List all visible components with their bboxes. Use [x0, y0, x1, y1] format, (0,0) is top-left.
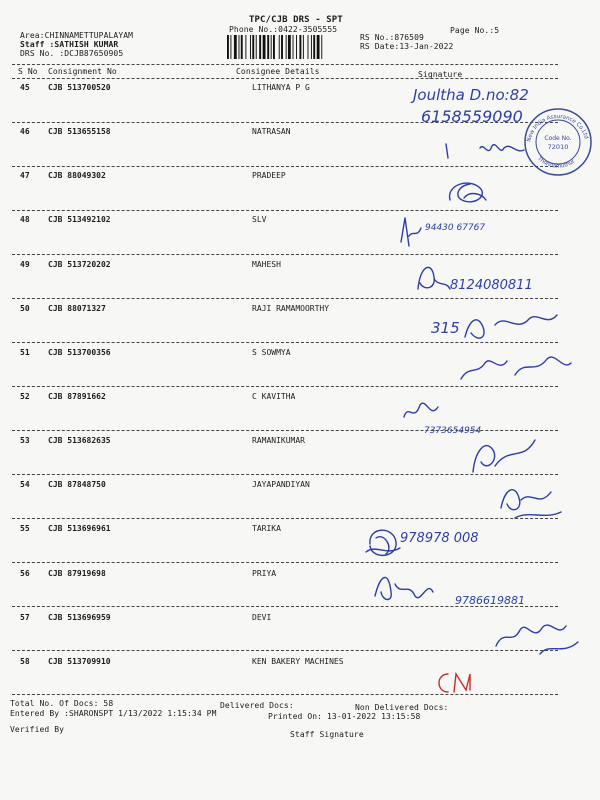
row-sno: 49 [20, 260, 30, 269]
delivered-docs: Delivered Docs: [220, 701, 294, 710]
row-consignee: RAMANIKUMAR [252, 436, 305, 445]
handwritten-note: Joultha D.no:82 [413, 86, 529, 104]
phone-number: Phone No.:0422-3505555 [229, 25, 338, 34]
table-row [0, 171, 600, 215]
row-consignee: LITHANYA P G [252, 83, 310, 92]
row-sno: 54 [20, 480, 30, 489]
stamp-code-label: Code No. [544, 135, 572, 142]
row-sno: 46 [20, 127, 30, 136]
row-consignee: TARIKA [252, 524, 281, 533]
signature-row-55 [360, 518, 510, 568]
total-docs: Total No. Of Docs: 58 [10, 699, 114, 708]
signature-row-50 [425, 303, 565, 349]
row-sno: 45 [20, 83, 30, 92]
stamp-location: Thondamuthur [536, 155, 577, 170]
row-sno: 51 [20, 348, 30, 357]
row-consignment-no: CJB 87848750 [48, 480, 106, 489]
row-consignment-no: CJB 513720202 [48, 260, 111, 269]
signature-row-56 [365, 566, 565, 610]
col-consignment: Consignment No [48, 67, 117, 76]
row-sno: 50 [20, 304, 30, 313]
entered-by: Entered By :SHARONSPT 1/13/2022 1:15:34 PM [10, 709, 217, 718]
row-sno: 55 [20, 524, 30, 533]
row-consignment-no: CJB 513700356 [48, 348, 111, 357]
signature-row-57 [490, 612, 590, 662]
signature-row-58 [430, 668, 490, 698]
row-sno: 47 [20, 171, 30, 180]
staff-label: Staff :SATHISH KUMAR [20, 40, 119, 49]
company-stamp [522, 106, 594, 178]
handwritten-phone: 94430 67767 [425, 223, 486, 233]
staff-signature-label: Staff Signature [290, 730, 364, 739]
signature-row-51 [455, 345, 575, 391]
row-consignment-no: CJB 513696959 [48, 613, 111, 622]
rs-date: RS Date:13-Jan-2022 [360, 42, 454, 51]
signature-row-54 [495, 478, 570, 522]
printed-on: Printed On: 13-01-2022 13:15:58 [268, 712, 421, 721]
row-sno: 58 [20, 657, 30, 666]
row-sno: 53 [20, 436, 30, 445]
handwritten-phone: 8124080811 [450, 278, 533, 293]
handwritten-phone: 978978 008 [400, 531, 479, 546]
row-sno: 48 [20, 215, 30, 224]
verified-by: Verified By [10, 725, 65, 734]
row-consignment-no: CJB 513492102 [48, 215, 111, 224]
handwritten-phone: 6158559090 [421, 107, 523, 126]
row-divider [12, 650, 558, 651]
row-consignee: DEVI [252, 613, 272, 622]
row-consignee: RAJI RAMAMOORTHY [252, 304, 330, 313]
area-label: Area:CHINNAMETTUPALAYAM [20, 31, 134, 40]
row-consignee: C KAVITHA [252, 392, 296, 401]
barcode-image [227, 35, 357, 59]
row-consignee: PRADEEP [252, 171, 286, 180]
row-consignment-no: CJB 513700520 [48, 83, 111, 92]
column-divider [12, 78, 558, 79]
row-consignment-no: CJB 513696961 [48, 524, 111, 533]
table-row [0, 215, 600, 259]
row-consignee: S SOWMYA [252, 348, 291, 357]
signature-row-52 [400, 393, 510, 437]
row-consignee: JAYAPANDIYAN [252, 480, 310, 489]
signature-row-48 [395, 208, 486, 258]
stamp-company: New India Assurance Co.Ltd [526, 113, 590, 143]
row-consignment-no: CJB 513655158 [48, 127, 111, 136]
stamp-code-no: 72010 [547, 143, 569, 151]
rs-number: RS No.:876509 [360, 33, 424, 42]
signature-row-53 [465, 432, 555, 482]
row-sno: 57 [20, 613, 30, 622]
row-consignment-no: CJB 87919698 [48, 569, 106, 578]
row-consignee: PRIYA [252, 569, 277, 578]
row-divider [12, 166, 558, 167]
row-consignment-no: CJB 88071327 [48, 304, 106, 313]
col-sno: S No [18, 67, 38, 76]
sheet-title: TPC/CJB DRS - SPT [249, 15, 343, 25]
header-divider [12, 64, 558, 65]
drs-number: DRS No. :DCJB87650905 [20, 49, 124, 58]
row-divider [12, 210, 558, 211]
row-consignee: KEN BAKERY MACHINES [252, 657, 344, 666]
row-sno: 52 [20, 392, 30, 401]
row-consignment-no: CJB 87891662 [48, 392, 106, 401]
handwritten-number: 315 [431, 319, 460, 337]
col-consignee: Consignee Details [236, 67, 320, 76]
signature-row-49 [410, 255, 550, 301]
row-consignment-no: CJB 88049302 [48, 171, 106, 180]
signature-row-46 [440, 138, 530, 164]
row-consignee: NATRASAN [252, 127, 291, 136]
row-consignee: SLV [252, 215, 267, 224]
row-sno: 56 [20, 569, 30, 578]
handwritten-phone: 7373654954 [424, 426, 482, 436]
row-consignment-no: CJB 513682635 [48, 436, 111, 445]
svg-text:Thondamuthur [535, 155, 576, 169]
row-consignment-no: CJB 513709910 [48, 657, 111, 666]
row-consignee: MAHESH [252, 260, 281, 269]
page-number: Page No.:5 [450, 26, 500, 35]
handwritten-phone: 9786619881 [455, 594, 525, 607]
signature-row-47 [440, 170, 500, 210]
non-delivered-docs: Non Delivered Docs: [355, 703, 449, 712]
col-signature: Signature [418, 70, 463, 79]
